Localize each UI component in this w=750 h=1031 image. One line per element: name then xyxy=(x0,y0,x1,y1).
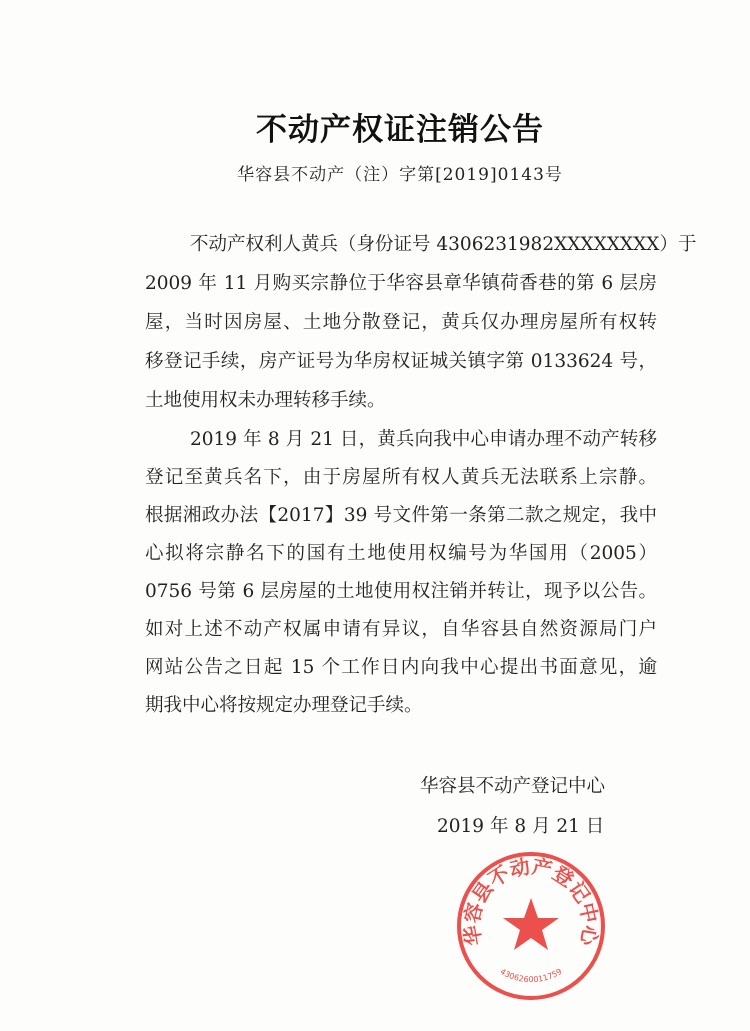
body-line: 0756 号第 6 层房屋的土地使用权注销并转让，现予以公告。 xyxy=(145,581,657,602)
body-line: 移登记手续，房产证号为华房权证城关镇字第 0133624 号， xyxy=(145,351,657,372)
document-number: 华容县不动产（注）字第[2019]0143号 xyxy=(237,165,563,185)
body-line: 屋，当时因房屋、土地分散登记，黄兵仅办理房屋所有权转 xyxy=(145,312,657,333)
body-line: 登记至黄兵名下，由于房屋所有权人黄兵无法联系上宗静。 xyxy=(145,467,657,488)
body-line: 如对上述不动产权属申请有异议，自华容县自然资源局门户 xyxy=(145,619,657,640)
body-line: 2019 年 8 月 21 日，黄兵向我中心申请办理不动产转移 xyxy=(190,429,657,450)
body-line: 期我中心将按规定办理登记手续。 xyxy=(145,695,423,716)
body-line: 根据湘政办法【2017】39 号文件第一条第二款之规定，我中 xyxy=(145,505,657,526)
seal-text: 华容县不动产登记中心 xyxy=(459,854,603,948)
body-line: 土地使用权未办理转移手续。 xyxy=(145,390,386,411)
signature-date: 2019 年 8 月 21 日 xyxy=(437,816,605,837)
seal-code: 4306260011759 xyxy=(498,966,564,985)
body-line: 不动产权利人黄兵（身份证号 4306231982XXXXXXXX）于 xyxy=(190,234,697,255)
body-line: 2009 年 11 月购买宗静位于华容县章华镇荷香巷的第 6 层房 xyxy=(145,273,657,294)
body-line: 心拟将宗静名下的国有土地使用权编号为华国用（2005） xyxy=(145,543,657,564)
page-title: 不动产权证注销公告 xyxy=(256,112,544,148)
body-line: 网站公告之日起 15 个工作日内向我中心提出书面意见，逾 xyxy=(145,657,657,678)
signature-org: 华容县不动产登记中心 xyxy=(420,776,606,797)
official-seal xyxy=(455,850,607,1002)
star-icon xyxy=(503,898,559,950)
